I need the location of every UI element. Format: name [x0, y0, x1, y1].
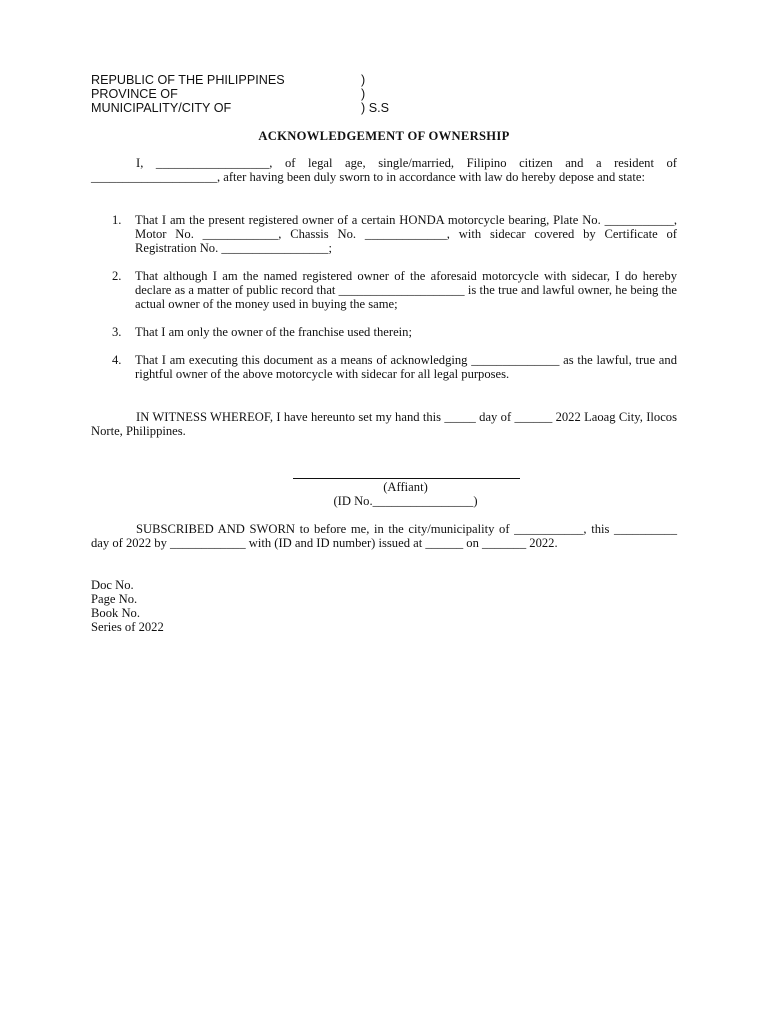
venue-mark: )	[361, 87, 366, 101]
list-item-text: That although I am the named registered owner of the aforesaid motorcycle with sidecar, I do hereby declare as a matter of public record that ____________________ is the true and lawful owner, he being the actual owner of the money used in buying the same;	[135, 269, 677, 311]
venue-label: REPUBLIC OF THE PHILIPPINES	[91, 73, 285, 87]
book-number: Book No.	[91, 606, 140, 620]
venue-row-republic	[91, 73, 389, 87]
list-item-number: 3.	[112, 325, 122, 339]
witness-paragraph: IN WITNESS WHEREOF, I have hereunto set my hand this _____ day of ______ 2022 Laoag City, Ilocos Norte, Philippines.	[91, 410, 677, 438]
affiant-id-label: (ID No.________________)	[333, 494, 478, 508]
jurat-paragraph: SUBSCRIBED AND SWORN to before me, in the city/municipality of ___________, this __________ day of 2022 by ____________ with (ID and ID number) issued at ______ on _______ 2022.	[91, 522, 677, 550]
venue-mark: ) S.S	[361, 101, 389, 115]
list-item-text: That I am executing this document as a means of acknowledging ______________ as the lawful, true and rightful owner of the above motorcycle with sidecar for all legal purposes.	[135, 353, 677, 381]
venue-label: PROVINCE OF	[91, 87, 178, 101]
signature-line	[293, 478, 520, 479]
intro-paragraph: I, __________________, of legal age, single/married, Filipino citizen and a resident of ____________________, after having been duly sworn to in accordance with law do hereby depose and state:	[91, 156, 677, 184]
series-label: Series of 2022	[91, 620, 164, 634]
notarial-register	[91, 578, 164, 634]
venue-row-city	[91, 101, 389, 115]
venue-mark: )	[361, 73, 366, 87]
page-number: Page No.	[91, 592, 138, 606]
list-item-text: That I am the present registered owner of a certain HONDA motorcycle bearing, Plate No. ___________, Motor No. ____________, Chassis No. _____________, with sidecar covered by Certificate of Registration No. _________________;	[135, 213, 677, 255]
document-title: ACKNOWLEDGEMENT OF OWNERSHIP	[258, 129, 510, 143]
affiant-label: (Affiant)	[383, 480, 428, 494]
venue-header	[91, 73, 389, 115]
list-item-number: 1.	[112, 213, 122, 227]
venue-label: MUNICIPALITY/CITY OF	[91, 101, 232, 115]
list-item-number: 4.	[112, 353, 122, 367]
doc-number: Doc No.	[91, 578, 134, 592]
list-item-number: 2.	[112, 269, 122, 283]
list-item-text: That I am only the owner of the franchise used therein;	[135, 325, 412, 339]
venue-row-province	[91, 87, 389, 101]
